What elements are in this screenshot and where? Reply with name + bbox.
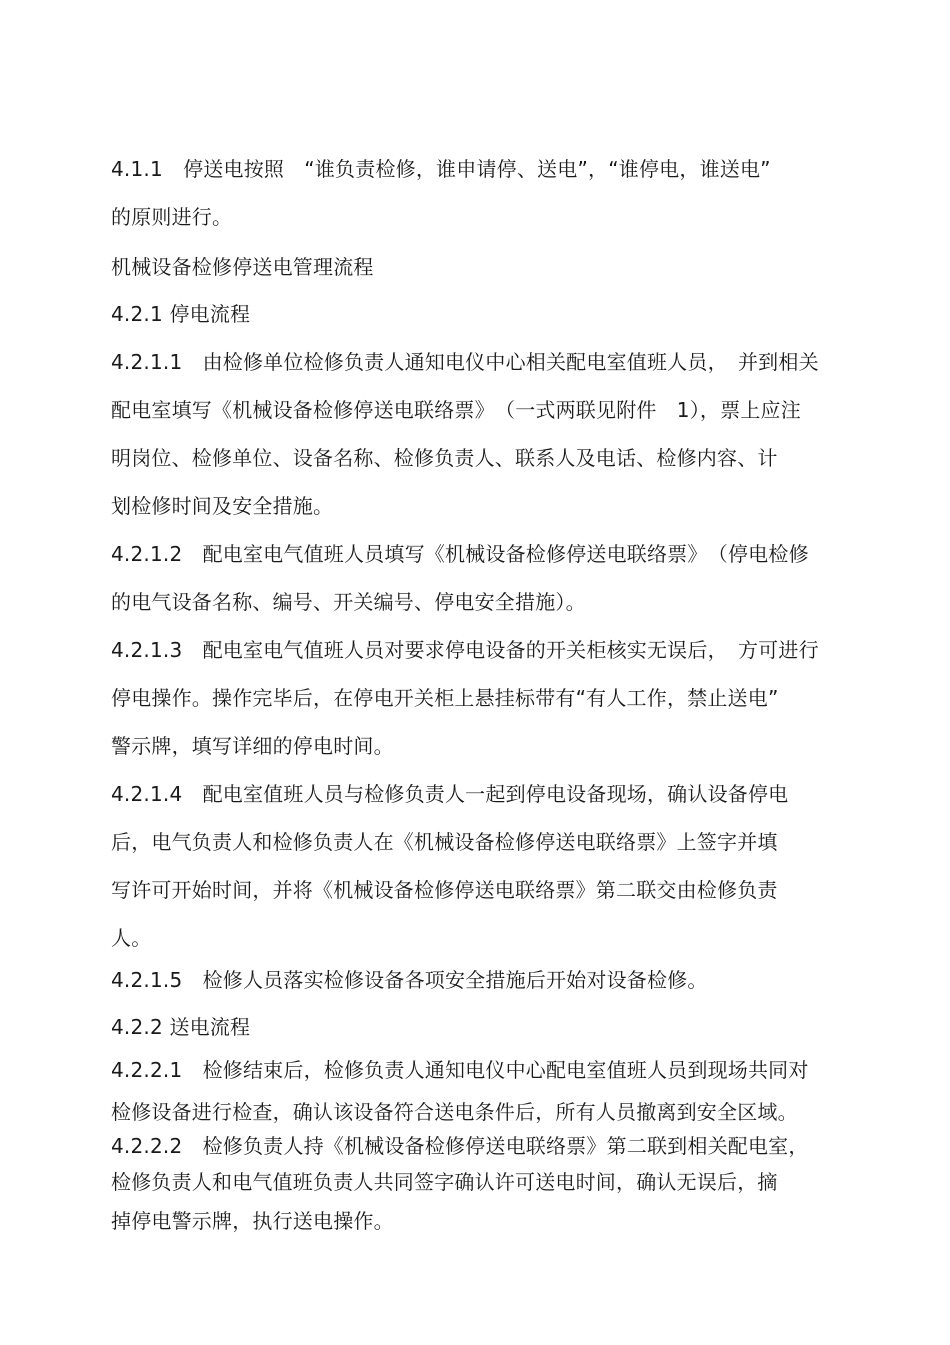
- subsection-heading-power-on: 4.2.2 送电流程: [111, 1015, 251, 1039]
- text-line-5: 4.2.1.1 由检修单位检修负责人通知电仪中心相关配电室值班人员， 并到相关: [111, 350, 819, 374]
- text-line-2: 的原则进行。: [111, 205, 233, 229]
- text-line-23: 检修负责人和电气值班负责人共同签字确认许可送电时间，确认无误后，摘: [111, 1170, 778, 1194]
- text-line-20: 4.2.2.1 检修结束后，检修负责人通知电仪中心配电室值班人员到现场共同对: [111, 1058, 809, 1082]
- text-line-12: 停电操作。操作完毕后，在停电开关柜上悬挂标带有“有人工作，禁止送电”: [111, 686, 779, 710]
- section-heading: 机械设备检修停送电管理流程: [111, 255, 374, 279]
- text-line-18: 4.2.1.5 检修人员落实检修设备各项安全措施后开始对设备检修。: [111, 968, 708, 992]
- text-line-16: 写许可开始时间，并将《机械设备检修停送电联络票》第二联交由检修负责: [111, 878, 778, 902]
- subsection-heading-power-off: 4.2.1 停电流程: [111, 302, 251, 326]
- text-line-7: 明岗位、检修单位、设备名称、检修负责人、联系人及电话、检修内容、计: [111, 446, 778, 470]
- text-line-1: 4.1.1 停送电按照 “谁负责检修，谁申请停、送电”，“谁停电，谁送电”: [111, 157, 771, 181]
- text-line-6: 配电室填写《机械设备检修停送电联络票》 （一式两联见附件 1），票上应注: [111, 398, 801, 422]
- text-line-10: 的电气设备名称、编号、开关编号、停电安全措施）。: [111, 590, 586, 614]
- text-line-9: 4.2.1.2 配电室电气值班人员填写《机械设备检修停送电联络票》 （停电检修: [111, 542, 809, 566]
- text-line-24: 掉停电警示牌，执行送电操作。: [111, 1209, 394, 1233]
- text-line-17: 人。: [111, 926, 152, 950]
- text-line-15: 后，电气负责人和检修负责人在《机械设备检修停送电联络票》上签字并填: [111, 830, 778, 854]
- text-line-8: 划检修时间及安全措施。: [111, 494, 334, 518]
- text-line-14: 4.2.1.4 配电室值班人员与检修负责人一起到停电设备现场，确认设备停电: [111, 782, 789, 806]
- text-line-22: 4.2.2.2 检修负责人持《机械设备检修停送电联络票》第二联到相关配电室，: [111, 1134, 809, 1158]
- text-line-13: 警示牌，填写详细的停电时间。: [111, 734, 394, 758]
- text-line-11: 4.2.1.3 配电室电气值班人员对要求停电设备的开关柜核实无误后， 方可进行: [111, 638, 819, 662]
- text-line-21: 检修设备进行检查，确认该设备符合送电条件后，所有人员撤离到安全区域。: [111, 1100, 798, 1124]
